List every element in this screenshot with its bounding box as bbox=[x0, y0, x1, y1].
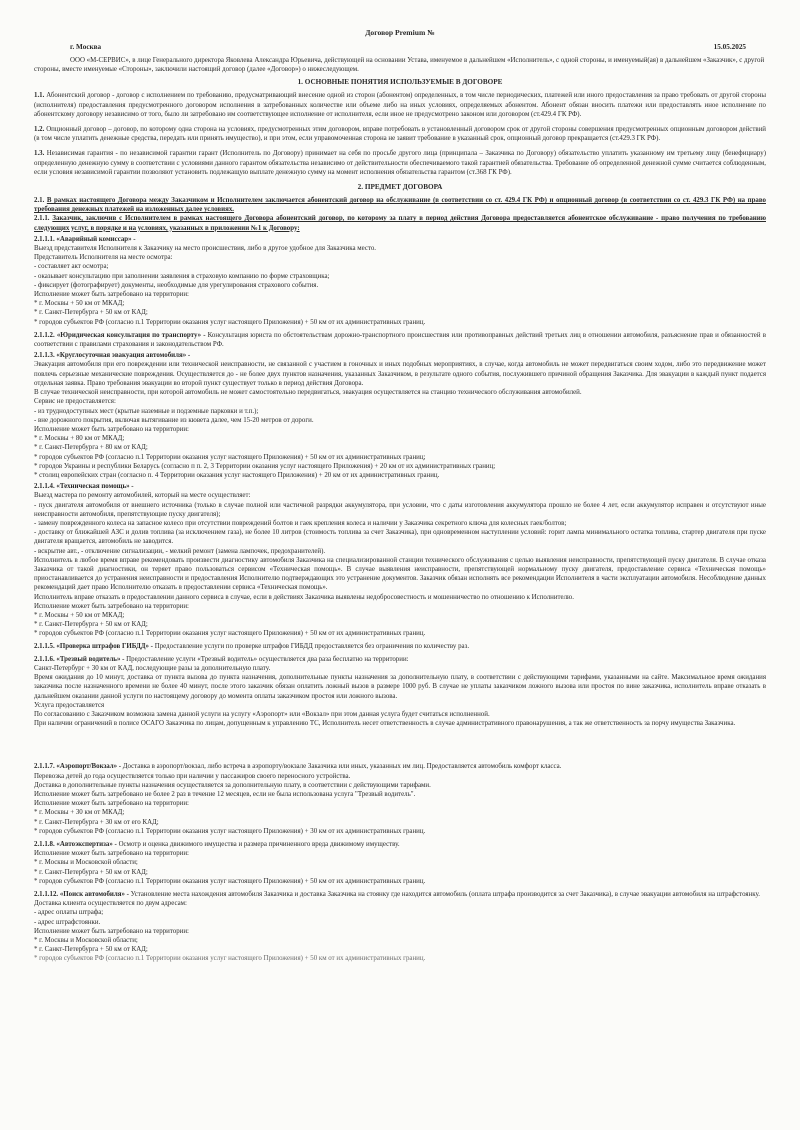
text-line: - замену поврежденного колеса на запасное колесо при отсутствии повреждений болтов и гаек крепления колеса и наличии у Заказчика секретного ключа для колесных гаек/болтов; bbox=[34, 519, 567, 527]
text-line: Выезд мастера по ремонту автомобилей, который на месте осуществляет: bbox=[34, 492, 251, 500]
text-line: * г. Москвы + 30 км от МКАД; bbox=[34, 809, 125, 817]
service-lines bbox=[34, 244, 766, 327]
text-line: Перевозка детей до года осуществляется только при наличии у пассажиров своего переносного устройства. bbox=[34, 772, 351, 780]
service-title: 2.1.1.3. «Круглосуточная эвакуация автомобиля» - bbox=[34, 352, 191, 360]
service-text: Консультация юриста по обстоятельствам дорожно-транспортного происшествия или противоправных действий третьих лиц в отношении автомобиля, разъяснение прав и обязанностей в соответствии с правилами страхования и законодательством РФ. bbox=[34, 331, 766, 349]
service-lines bbox=[34, 664, 766, 728]
text-line: * г. Санкт-Петербурга + 80 км от КАД; bbox=[34, 444, 148, 452]
text-line: * г. Москвы + 50 км от МКАД; bbox=[34, 300, 125, 308]
service-lines bbox=[34, 849, 766, 886]
text-line: * столиц европейских стран (согласно п. 4 Территории оказания услуг настоящего Приложения) + 20 км от их административных границ. bbox=[34, 471, 440, 479]
clause-1-1 bbox=[34, 91, 766, 119]
intro-paragraph: ООО «М-СЕРВИС», в лице Генерального директора Яковлева Александра Юрьевича, действующей на основании Устава, именуемое в дальнейшем «Исполнитель», с одной стороны, и именуемый(ая) в дальнейшем «Заказчик», с другой стороны, вместе именуемые «Стороны», заключили настоящий договор (далее «Договор») о нижеследующем. bbox=[34, 57, 765, 74]
cutoff-line: * городов субъектов РФ (согласно п.1 Территории оказания услуг настоящего Приложения) + 50 км от их административных границ. bbox=[34, 955, 426, 963]
text-line: Исполнение может быть затребовано на территории: bbox=[34, 602, 189, 610]
service-text: Осмотр и оценка движимого имущества и размера причиненного вреда движимому имуществу. bbox=[118, 841, 400, 849]
text-line: - пуск двигателя автомобиля от внешнего источника (только в случае полной или частичной разрядки аккумулятора, при условии, что с даты изготовления аккумулятора прошло не более 4 лет, если аккумулятор исправен и отсутствуют иные неисправности автомобиля, препятствующие пуску двигателя); bbox=[34, 501, 766, 518]
service-evacuation bbox=[34, 351, 766, 480]
clause-1-3 bbox=[34, 149, 766, 177]
service-text: Доставка в аэропорт/вокзал, либо встреча в аэропорту/вокзале Заказчика или иных, указанных им лиц. Предоставляется автомобиль комфорт класса. bbox=[122, 763, 562, 771]
text-line: Исполнение может быть затребовано на территории: bbox=[34, 850, 189, 858]
text-line: * г. Санкт-Петербурга + 50 км от КАД; bbox=[34, 868, 148, 876]
text-line: Исполнитель вправе отказать в предоставлении данного сервиса в случае, если в действиях Заказчика выявлены недобросовестность и мошенничество по отношению к Исполнителю. bbox=[34, 593, 574, 601]
clause-text: Абонентский договор - договор с исполнением по требованию, предусматривающий внесение одной из сторон (абонентом) определенных, в том числе периодических, платежей или иного предоставления за право требовать от другой стороны (исполнителя) предоставления предусмотренного договором исполнения в затребованных количестве или объеме либо на иных условиях, определяемых абонентом. Абонент обязан вносить платежи или предоставлять иное исполнение по абонентскому договору независимо от того, было ли затребовано им соответствующее исполнение от исполнителя, если иное не предусмотрено законом или договором (ст.429.4 ГК РФ). bbox=[34, 92, 766, 118]
clause-text: Опционный договор – договор, по которому одна сторона на условиях, предусмотренных этим договором, вправе потребовать в установленный договором срок от другой стороны совершения предусмотренных опционным договором действий (в том числе уплатить денежные средства, передать или принять имущество), и при этом, если управомоченная сторона не заявит требование в указанный срок, опционный договор прекращается (ст.429.3 ГК РФ). bbox=[34, 126, 766, 143]
text-line: - вне дорожного покрытия, включая вытягивание из кювета далее, чем 15-20 метров от дороги. bbox=[34, 416, 314, 424]
text-line: * городов субъектов РФ (согласно п.1 Территории оказания услуг настоящего Приложения) + 50 км от их административных границ; bbox=[34, 453, 426, 461]
clause-2-1-1 bbox=[34, 214, 766, 232]
text-line: Санкт-Петербург + 30 км от КАД, последующие разы за дополнительную плату. bbox=[34, 664, 271, 672]
text-line: * г. Санкт-Петербурга + 50 км от КАД; bbox=[34, 621, 148, 629]
text-line: * г. Москвы + 80 км от МКАД; bbox=[34, 435, 125, 443]
city-date-row bbox=[34, 43, 766, 51]
service-title: 2.1.1.12. «Поиск автомобиля» - bbox=[34, 891, 129, 899]
text-line: Доставка клиента осуществляется по двум адресам: bbox=[34, 900, 187, 908]
service-title: 2.1.1.6. «Трезвый водитель» - bbox=[34, 655, 125, 663]
clause-number: 1.3. bbox=[34, 150, 45, 158]
service-title: 2.1.1.5. «Проверка штрафов ГИБДД» - bbox=[34, 642, 153, 650]
section-2-heading: 2. ПРЕДМЕТ ДОГОВОРА bbox=[357, 183, 443, 192]
text-line: Время ожидания до 10 минут, доставка от пункта вызова до пункта назначения, дополнительные пункты назначения за дополнительную плату, в соответствии с действующими тарифами, указанными на сайте. Максимальное время ожидания заказчика после назначенного времени не более 40 минут, после этого заказчик обязан оплатить ложный вызов в размере 1000 руб. В случае не уплаты заказчиком ложного вызова или простоя по вине заказчика, исполнитель вправе отказать в дальнейшем оказании данной услуги по настоящему договору до момента оплаты заказчиком простоя или ложного вызова. bbox=[34, 674, 766, 700]
text-line: * городов субъектов РФ (согласно п.1 Территории оказания услуг настоящего Приложения) + 30 км от их административных границ. bbox=[34, 827, 426, 835]
text-line: Исполнение может быть затребовано на территории: bbox=[34, 291, 189, 299]
text-line: * городов субъектов РФ (согласно п.1 Территории оказания услуг настоящего Приложения) + 50 км от их административных границ. bbox=[34, 877, 426, 885]
service-airport-station bbox=[34, 762, 766, 836]
service-auto-expertise bbox=[34, 840, 766, 886]
text-line: * городов Украины и республики Беларусь (согласно п п. 2, 3 Территории оказания услуг настоящего Приложения) + 20 км от их административных границ; bbox=[34, 462, 496, 470]
text-line: * г. Санкт-Петербурга + 30 км от его КАД; bbox=[34, 818, 159, 826]
text-line: - фиксирует (фотографирует) документы, необходимые для урегулирования страхового события. bbox=[34, 281, 319, 289]
service-lines bbox=[34, 772, 766, 836]
service-text: Предоставление услуги «Трезвый водитель» осуществляется два раза бесплатно на территории: bbox=[126, 655, 409, 663]
service-title: 2.1.1.1. «Аварийный комиссар» - bbox=[34, 235, 136, 243]
text-line: - адрес штрафстоянки. bbox=[34, 918, 101, 926]
text-line: * г. Санкт-Петербурга + 50 км от КАД; bbox=[34, 309, 148, 317]
text-line: Исполнение может быть затребовано на территории: bbox=[34, 927, 189, 935]
clause-text: Независимая гарантия - по независимой гарантии гарант (Исполнитель по Договору) принимает на себя по просьбе другого лица (принципала – Заказчика по Договору) обязательство уплатить указанному им третьему лицу (бенефициару) определенную денежную сумму в соответствии с условиями данного гарантом обязательства независимо от действительности обеспечиваемого такой гарантией обязательства. Требование об определенной денежной сумме считается соблюденным, если условия независимой гарантии позволяют установить подлежащую выплате денежную сумму на момент исполнения обязательства гарантом (ст.368 ГК РФ). bbox=[34, 150, 766, 176]
text-line: Сервис не предоставляется: bbox=[34, 398, 116, 406]
text-line: Услуга предоставляется bbox=[34, 701, 105, 709]
text-line: * г. Москвы и Московской области; bbox=[34, 937, 138, 945]
city: г. Москва bbox=[70, 43, 102, 51]
text-line: При наличии ограничений в полисе ОСАГО Заказчика по лицам, допущенным к управлению ТС, Исполнитель несет ответственность в случае административного правонарушения, а так же ответственность за порчу имущества Заказчика. bbox=[34, 720, 736, 728]
clause-number: 2.1. bbox=[34, 197, 45, 205]
text-line: Представитель Исполнителя на месте осмотра: bbox=[34, 254, 173, 262]
text-line: - вскрытие авт., - отключение сигнализации, - мелкий ремонт (замена лампочек, предохранителей). bbox=[34, 547, 326, 555]
service-car-search bbox=[34, 890, 766, 964]
service-title: 2.1.1.7. «Аэропорт/Вокзал» - bbox=[34, 763, 122, 771]
text-line: Исполнение может быть затребовано на территории: bbox=[34, 425, 189, 433]
service-text: Установление места нахождения автомобиля Заказчика и доставка Заказчика на стоянку где находится автомобиль (оплата штрафа производится за счет Заказчика), в случае эвакуации автомобиля на штрафстоянку. bbox=[130, 891, 760, 899]
clause-number: 1.2. bbox=[34, 126, 45, 134]
text-line: - из труднодоступных мест (крытые наземные и подземные парковки и т.п.); bbox=[34, 407, 259, 415]
text-line: - составляет акт осмотра; bbox=[34, 263, 109, 271]
service-sober-driver bbox=[34, 655, 766, 729]
section-1-heading: 1. ОСНОВНЫЕ ПОНЯТИЯ ИСПОЛЬЗУЕМЫЕ В ДОГОВОРЕ bbox=[297, 78, 503, 87]
service-lines bbox=[34, 899, 766, 954]
text-line: * г. Москвы и Московской области; bbox=[34, 859, 138, 867]
contract-date: 15.05.2025 bbox=[713, 43, 746, 51]
text-line: Выезд представителя Исполнителя к Заказчику на место происшествия, либо в другое удобное для Заказчика место. bbox=[34, 245, 377, 253]
page-spacer bbox=[34, 728, 766, 762]
clause-2-1 bbox=[34, 196, 766, 214]
service-title: 2.1.1.2. «Юридическая консультация по транспорту» - bbox=[34, 331, 206, 339]
text-line: Исполнение может быть затребовано не более 2 раз в течение 12 месяцев, если не была использована услуга "Трезвый водитель". bbox=[34, 791, 416, 799]
clause-text: В рамках настоящего Договора между Заказчиком и Исполнителем заключается абонентский договор на обслуживание (в соответствии со ст. 429.4 ГК РФ) и опционный договор (в соответствии со ст. 429.3 ГК РФ) на право требования денежных платежей на изложенных далее условиях. bbox=[34, 197, 766, 214]
service-traffic-fines bbox=[34, 642, 766, 651]
text-line: Исполнитель в любое время вправе рекомендовать произвести диагностику автомобиля Заказчика на специализированной станции технического обслуживания с целью выявления неисправности, препятствующей пуску двигателя. В случае отказа Заказчика от такой диагностики, он теряет право пользоваться сервисом «Техническая помощь». В случае выявления неисправности, препятствующей нормальному пуску двигателя, предоставление сервиса «Техническая помощь» приостанавливается до устранения неисправности и предоставления Исполнителю подтверждающих это устранение документов. Заказчик обязан исполнять все рекомендации Исполнителя в части эксплуатации автомобиля. Несоблюдение данных рекомендаций дает право Исполнителю отказать в предоставлении сервиса «Техническая помощь». bbox=[34, 556, 766, 592]
service-text: Предоставление услуги по проверке штрафов ГИБДД предоставляется без ограничения по количеству раз. bbox=[154, 642, 470, 650]
text-line: * городов субъектов РФ (согласно п.1 Территории оказания услуг настоящего Приложения) + 50 км от их административных границ. bbox=[34, 318, 426, 326]
service-emergency-commissioner bbox=[34, 235, 766, 327]
text-line: * г. Санкт-Петербурга + 50 км от КАД; bbox=[34, 946, 148, 954]
text-line: По согласованию с Заказчиком возможна замена данной услуги на услугу «Аэропорт» или «Вокзал» при этом данная услуга будет считаться исполненной. bbox=[34, 711, 490, 718]
service-title: 2.1.1.8. «Автоэкспертиза» - bbox=[34, 841, 117, 849]
text-line: * г. Москвы + 50 км от МКАД; bbox=[34, 611, 125, 619]
service-title: 2.1.1.4. «Техническая помощь» - bbox=[34, 483, 134, 491]
service-lines bbox=[34, 388, 766, 480]
text-line: - оказывает консультацию при заполнении заявления в страховую компанию по форме страховщика; bbox=[34, 272, 330, 280]
text-line: - адрес оплаты штрафа; bbox=[34, 909, 104, 917]
text-line: - доставку от ближайшей АЗС и долив топлива (за исключением газа), не более 10 литров (стоимость топлива за счет Заказчика), при одновременном наступлении условий: горит лампа минимального остатка топлива, стартер двигателя при пуске двигателя вращается, автомобиль не заводится. bbox=[34, 529, 766, 546]
text-line: Исполнение может быть затребовано на территории: bbox=[34, 800, 189, 808]
clause-text: Заказчик, заключив с Исполнителем в рамках настоящего Договора абонентский договор, по которому за плату в период действия Договора предоставляется абонентское обслуживание - право получения по требованию следующих услуг, в порядке и на условиях, указанных в приложении №1 к Договору: bbox=[34, 215, 766, 232]
clause-number: 1.1. bbox=[34, 92, 45, 100]
text-line: * городов субъектов РФ (согласно п.1 Территории оказания услуг настоящего Приложения) + 50 км от их административных границ. bbox=[34, 630, 426, 638]
text-line: В случае технической неисправности, при которой автомобиль не может самостоятельно передвигаться, эвакуация осуществляется на станцию технического обслуживания автомобилей. bbox=[34, 389, 582, 397]
clause-number: 2.1.1. bbox=[34, 215, 50, 223]
service-legal-consultation bbox=[34, 331, 766, 349]
document-title: Договор Premium № bbox=[365, 28, 435, 37]
service-text: Эвакуация автомобиля при его повреждении или технической неисправности, не связанной с участием в гоночных и иных подобных мероприятиях, в случае, когда автомобиль не может передвигаться своим ходом, либо это передвижение может повлечь серьезные механические повреждения. Осуществляется до - не более двух пунктов назначения, указанных Заказчиком, в результате одного события, послужившего причиной обращения Заказчика. Для эвакуации в каждый пункт подается отдельная заявка. Право требования эвакуации во второй пункт существует только в период действия Договора. bbox=[34, 361, 766, 387]
service-lines bbox=[34, 491, 766, 638]
clause-1-2 bbox=[34, 125, 766, 143]
service-technical-help bbox=[34, 482, 766, 638]
text-line: Доставка в дополнительные пункты назначения осуществляется за дополнительную плату, в соответствии с действующими тарифами. bbox=[34, 781, 431, 789]
